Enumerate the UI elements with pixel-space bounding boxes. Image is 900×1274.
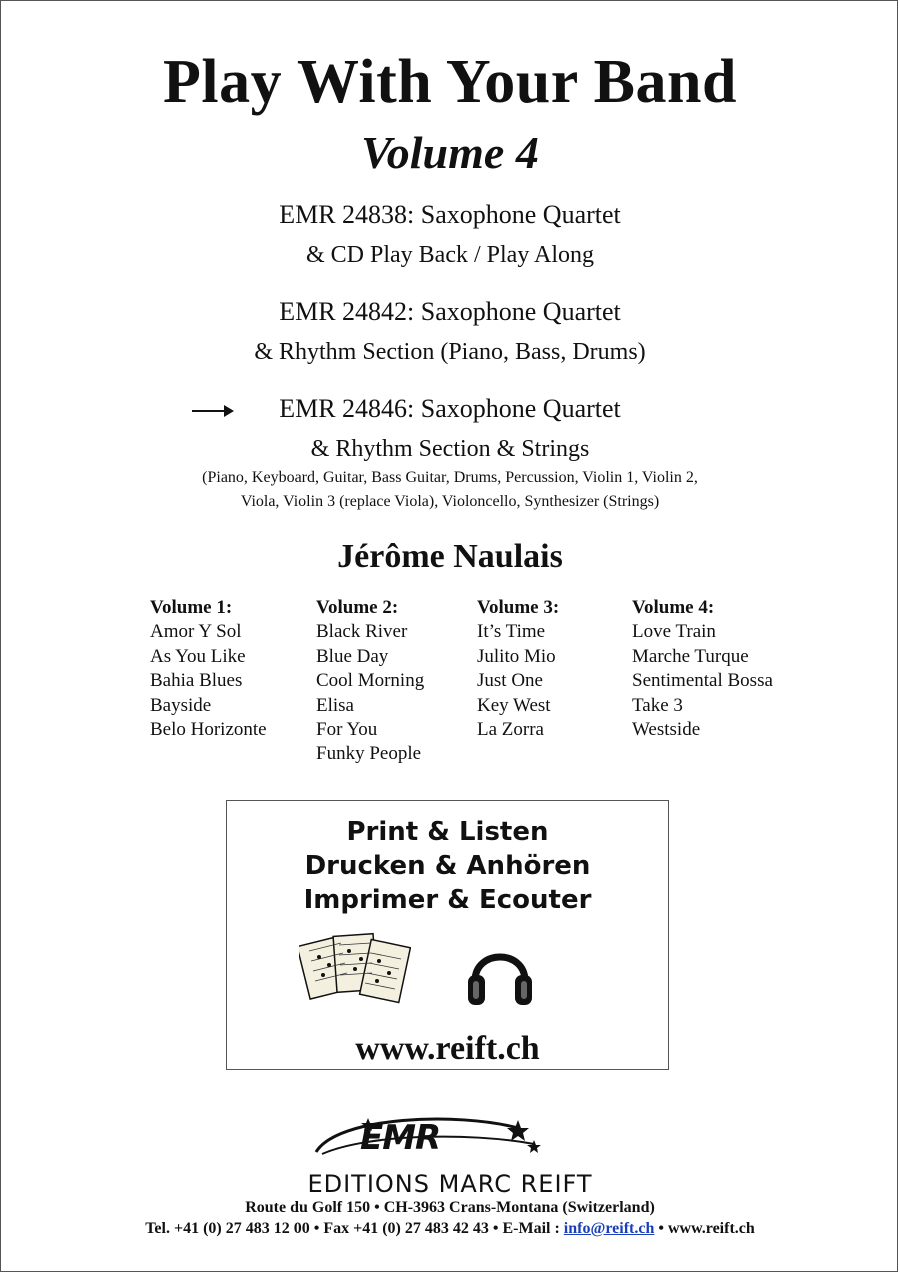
volume-heading: Volume 4: bbox=[632, 597, 715, 618]
edition-2-title: EMR 24842: Saxophone Quartet bbox=[279, 297, 621, 326]
composer-name: Jérôme Naulais bbox=[337, 538, 563, 575]
list-item: It’s Time bbox=[477, 621, 546, 643]
instrumentation-line-2: Viola, Violin 3 (replace Viola), Violoncello, Synthesizer (Strings) bbox=[240, 493, 660, 510]
volume-heading: Volume 2: bbox=[316, 597, 399, 618]
publisher-name: EDITIONS MARC REIFT bbox=[307, 1170, 593, 1198]
list-item: Take 3 bbox=[632, 694, 683, 716]
list-item: Love Train bbox=[632, 621, 716, 643]
edition-1-subtitle: & CD Play Back / Play Along bbox=[306, 242, 594, 268]
list-item: As You Like bbox=[150, 645, 246, 667]
page-title: Play With Your Band bbox=[162, 48, 737, 116]
volume-column-2 bbox=[316, 596, 424, 767]
email-link[interactable]: info@reift.ch bbox=[563, 1220, 655, 1237]
sheet-music-icon bbox=[299, 929, 411, 1009]
list-item: Black River bbox=[316, 621, 408, 643]
print-listen-box bbox=[226, 800, 669, 1070]
list-item: Sentimental Bossa bbox=[632, 670, 773, 692]
list-item: Just One bbox=[477, 670, 543, 692]
list-item: Amor Y Sol bbox=[150, 621, 242, 643]
edition-3-title: EMR 24846: Saxophone Quartet bbox=[279, 394, 621, 423]
list-item: Funky People bbox=[316, 743, 422, 765]
list-item: Belo Horizonte bbox=[150, 719, 267, 741]
list-item: Key West bbox=[477, 694, 551, 716]
publisher-address: Route du Golf 150 • CH-3963 Crans-Montana (Switzerland) bbox=[245, 1199, 655, 1216]
list-item: Bayside bbox=[150, 694, 212, 716]
emr-logo-text: EMR bbox=[360, 1118, 441, 1158]
volume-heading: Volume 3: bbox=[477, 597, 560, 618]
promo-url: www.reift.ch bbox=[355, 1030, 540, 1067]
edition-2-subtitle: & Rhythm Section (Piano, Bass, Drums) bbox=[254, 339, 646, 365]
list-item: La Zorra bbox=[477, 719, 544, 741]
contact-phone-fax: Tel. +41 (0) 27 483 12 00 • Fax +41 (0) 27 483 42 43 • E-Mail : bbox=[145, 1220, 564, 1237]
headphones-icon bbox=[465, 933, 535, 1011]
edition-1-title: EMR 24838: Saxophone Quartet bbox=[279, 200, 621, 229]
promo-line-german: Drucken & Anhören bbox=[304, 851, 591, 881]
volume-heading: Volume 1: bbox=[150, 597, 233, 618]
volume-column-1 bbox=[150, 596, 267, 742]
list-item: Elisa bbox=[316, 694, 354, 716]
edition-3-subtitle: & Rhythm Section & Strings bbox=[310, 436, 590, 462]
publisher-contact bbox=[0, 1219, 900, 1239]
list-item: Marche Turque bbox=[632, 645, 749, 667]
list-item: Bahia Blues bbox=[150, 670, 243, 692]
list-item: For You bbox=[316, 719, 378, 741]
list-item: Julito Mio bbox=[477, 645, 556, 667]
promo-line-english: Print & Listen bbox=[346, 817, 549, 847]
list-item: Blue Day bbox=[316, 645, 389, 667]
contact-website: • www.reift.ch bbox=[654, 1220, 755, 1237]
volume-column-3 bbox=[477, 596, 559, 742]
volume-column-4 bbox=[632, 596, 773, 742]
list-item: Cool Morning bbox=[316, 670, 425, 692]
instrumentation-line-1: (Piano, Keyboard, Guitar, Bass Guitar, Drums, Percussion, Violin 1, Violin 2, bbox=[202, 469, 698, 486]
page-subtitle: Volume 4 bbox=[361, 127, 539, 178]
list-item: Westside bbox=[632, 719, 701, 741]
promo-line-french: Imprimer & Ecouter bbox=[303, 885, 592, 915]
